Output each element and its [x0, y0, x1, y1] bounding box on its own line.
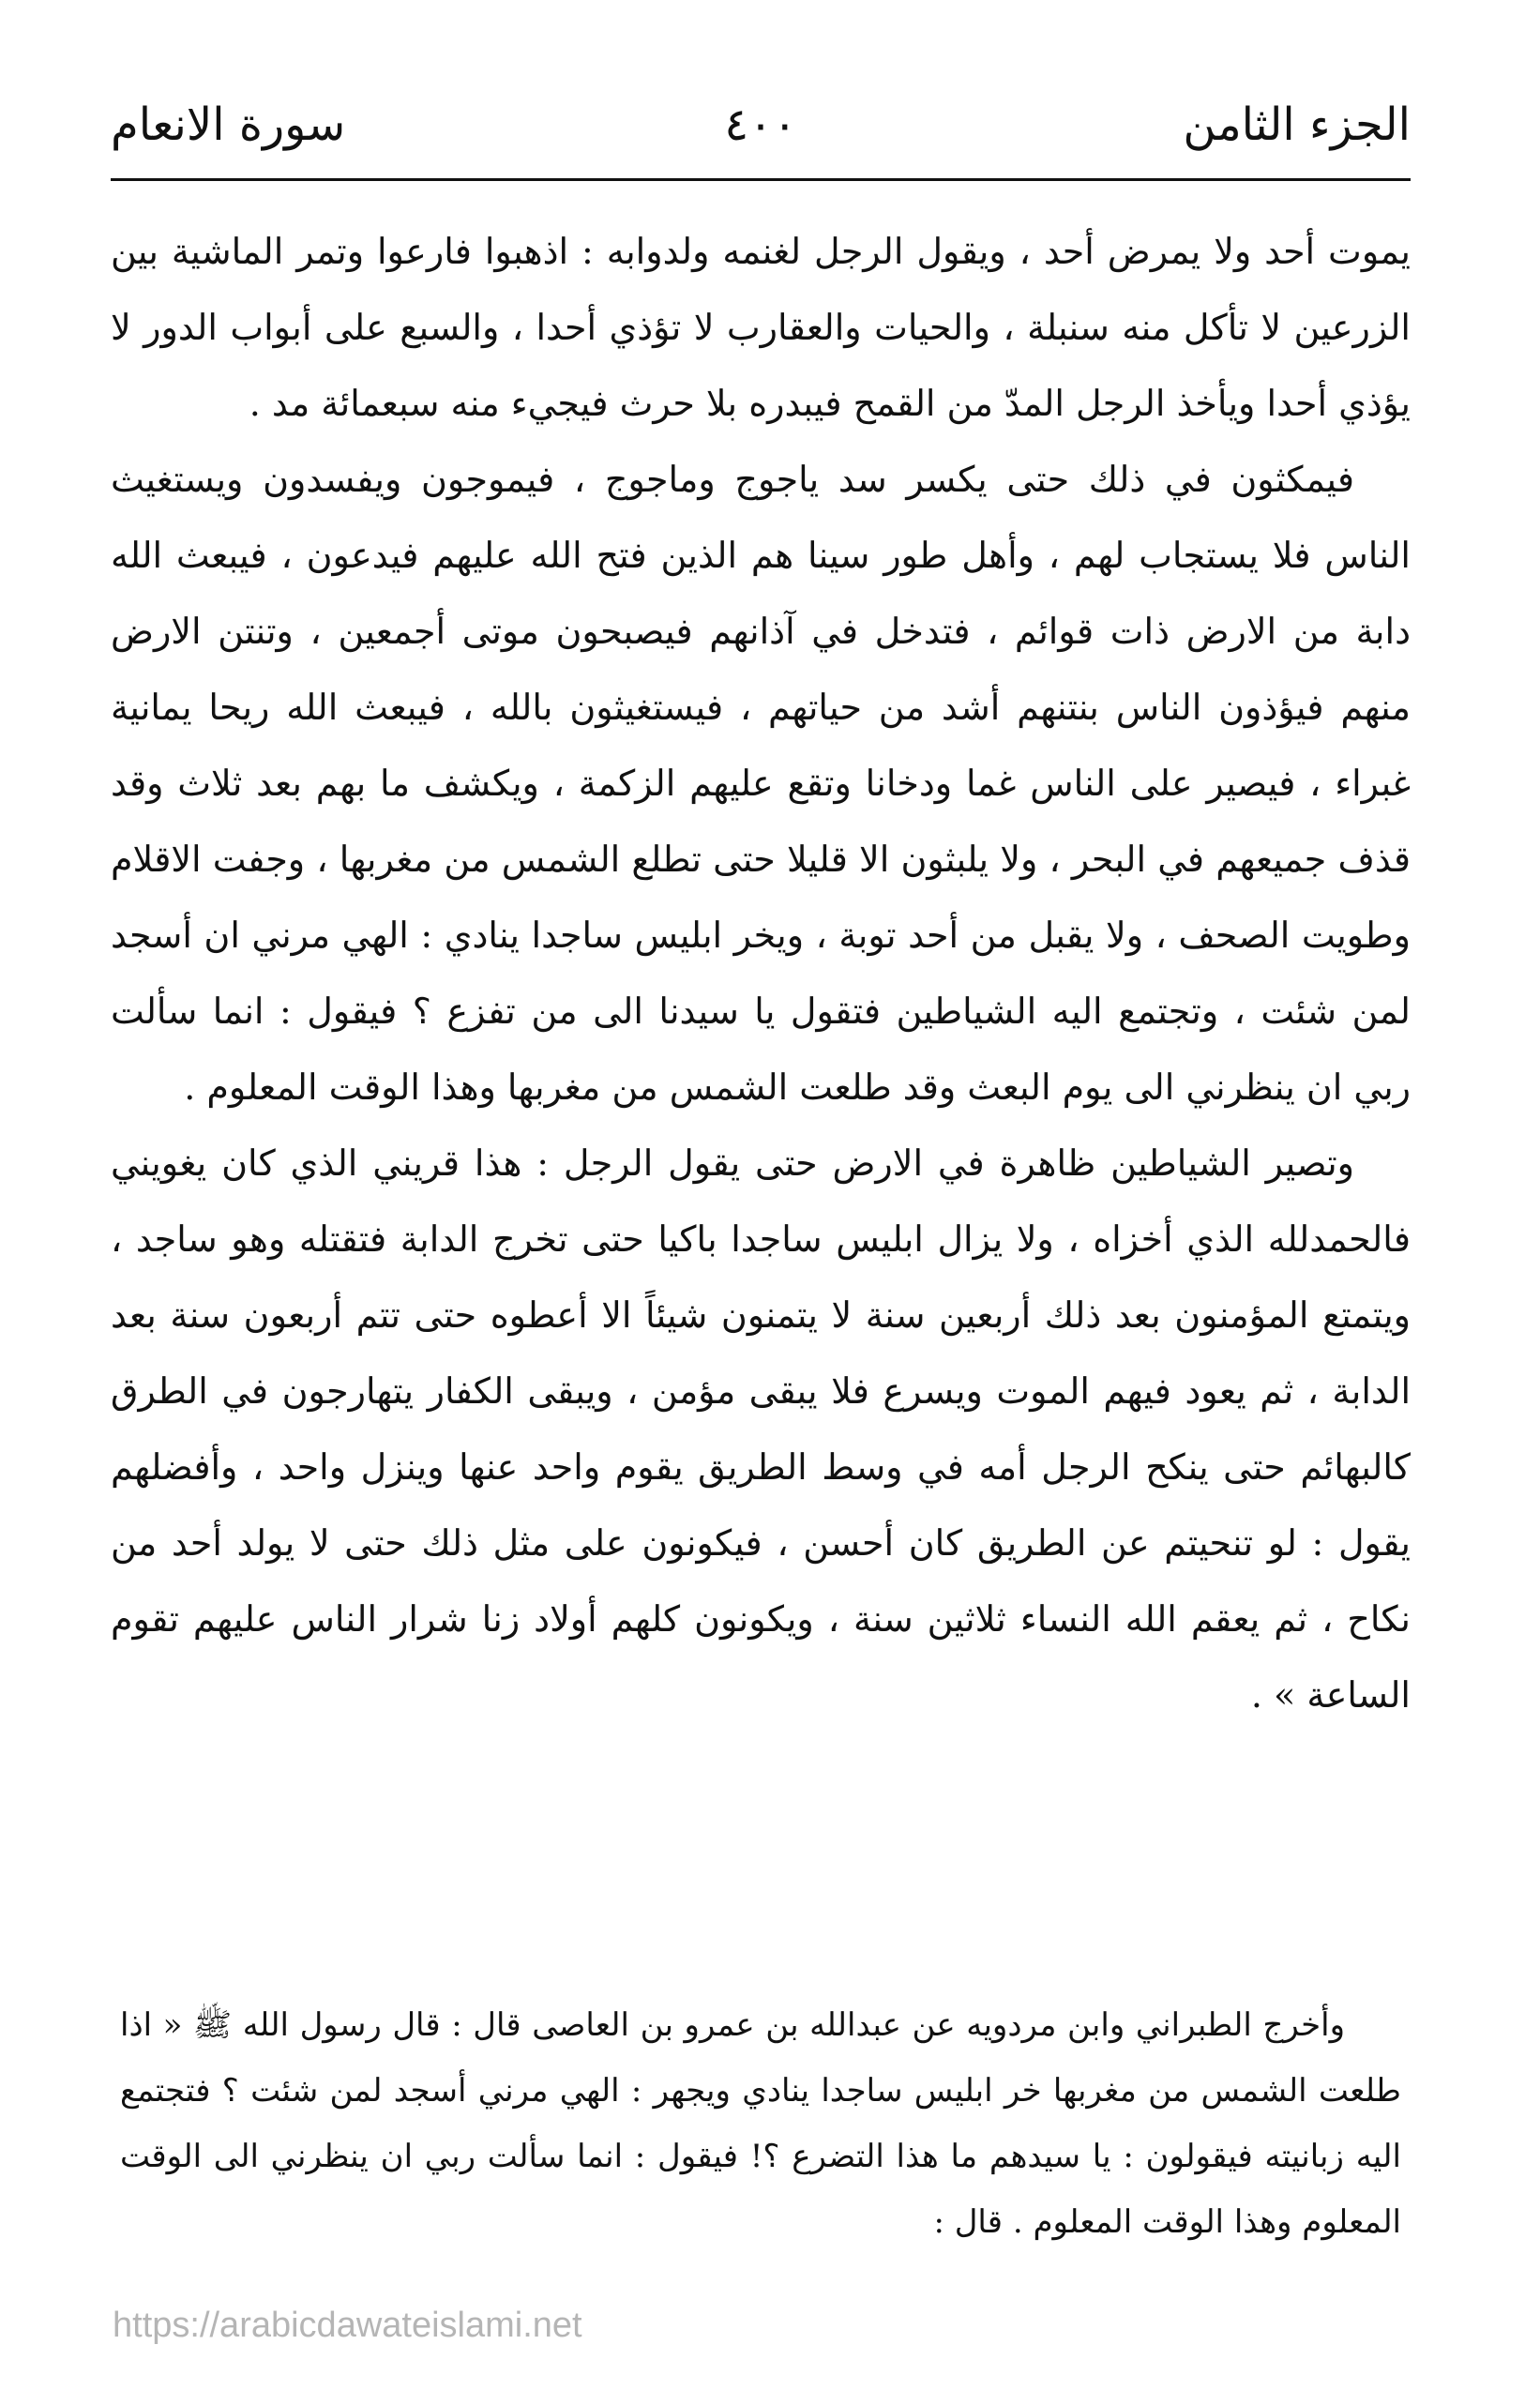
- main-text: [111, 214, 1411, 1733]
- footnote-paragraph: وأخرج الطبراني وابن مردويه عن عبدالله بن عمرو بن العاصى قال : قال رسول الله ﷺ « اذا طلعت الشمس من مغربها خر ابليس ساجدا ينادي ويجهر : الهي مرني أسجد لمن شئت ؟ فتجتمع اليه زبانيته فيقولون : يا سيدهم ما هذا التضرع ؟! فيقول : انما سألت ربي ان ينظرني الى الوقت المعلوم وهذا الوقت المعلوم . قال :: [120, 2006, 1401, 2241]
- part-label: الجزء الثامن: [1183, 98, 1411, 151]
- header-rule: [111, 178, 1411, 181]
- paragraph: وتصير الشياطين ظاهرة في الارض حتى يقول الرجل : هذا قريني الذي كان يغويني فالحمدلله الذي أخزاه ، ولا يزال ابليس ساجدا باكيا حتى تخرج الدابة فتقتله وهو ساجد ، ويتمتع المؤمنون بعد ذلك أربعين سنة لا يتمنون شيئاً الا أعطوه حتى تتم أربعون سنة بعد الدابة ، ثم يعود فيهم الموت ويسرع فلا يبقى مؤمن ، ويبقى الكفار يتهارجون في الطرق كالبهائم حتى ينكح الرجل أمه في وسط الطريق يقوم واحد عنها وينزل واحد ، وأفضلهم يقول : لو تنحيتم عن الطريق كان أحسن ، فيكونون على مثل ذلك حتى لا يولد أحد من نكاح ، ثم يعقم الله النساء ثلاثين سنة ، ويكونون كلهم أولاد زنا شرار الناس عليهم تقوم الساعة » .: [111, 1142, 1411, 1716]
- page-number: ٤٠٠: [724, 98, 797, 151]
- paragraph: يموت أحد ولا يمرض أحد ، ويقول الرجل لغنمه ولدوابه : اذهبوا فارعوا وتمر الماشية بين الزرعين لا تأكل منه سنبلة ، والحيات والعقارب لا تؤذي أحدا ، والسبع على أبواب الدور لا يؤذي أحدا ويأخذ الرجل المدّ من القمح فيبدره بلا حرث فيجيء منه سبعمائة مد .: [111, 231, 1412, 424]
- paragraph: فيمكثون في ذلك حتى يكسر سد ياجوج وماجوج ، فيموجون ويفسدون ويستغيث الناس فلا يستجاب لهم ، وأهل طور سينا هم الذين فتح الله عليهم فيدعون ، فيبعث الله دابة من الارض ذات قوائم ، فتدخل في آذانهم فيصبحون موتى أجمعين ، وتنتن الارض منهم فيؤذون الناس بنتنهم أشد من حياتهم ، فيستغيثون بالله ، فيبعث الله ريحا يمانية غبراء ، فيصير على الناس غما ودخانا وتقع عليهم الزكمة ، ويكشف ما بهم بعد ثلاث وقد قذف جميعهم في البحر ، ولا يلبثون الا قليلا حتى تطلع الشمس من مغربها ، وجفت الاقلام وطويت الصحف ، ولا يقبل من أحد توبة ، ويخر ابليس ساجدا ينادي : الهي مرني ان أسجد لمن شئت ، وتجتمع اليه الشياطين فتقول يا سيدنا الى من تفزع ؟ فيقول : انما سألت ربي ان ينظرني الى يوم البعث وقد طلعت الشمس من مغربها وهذا الوقت المعلوم .: [111, 459, 1411, 1108]
- page-header: [111, 83, 1411, 167]
- watermark-url: https://arabicdawateislami.net: [113, 2306, 582, 2345]
- surah-label: سورة الانعام: [111, 98, 346, 151]
- footnote-section: [120, 1992, 1401, 2255]
